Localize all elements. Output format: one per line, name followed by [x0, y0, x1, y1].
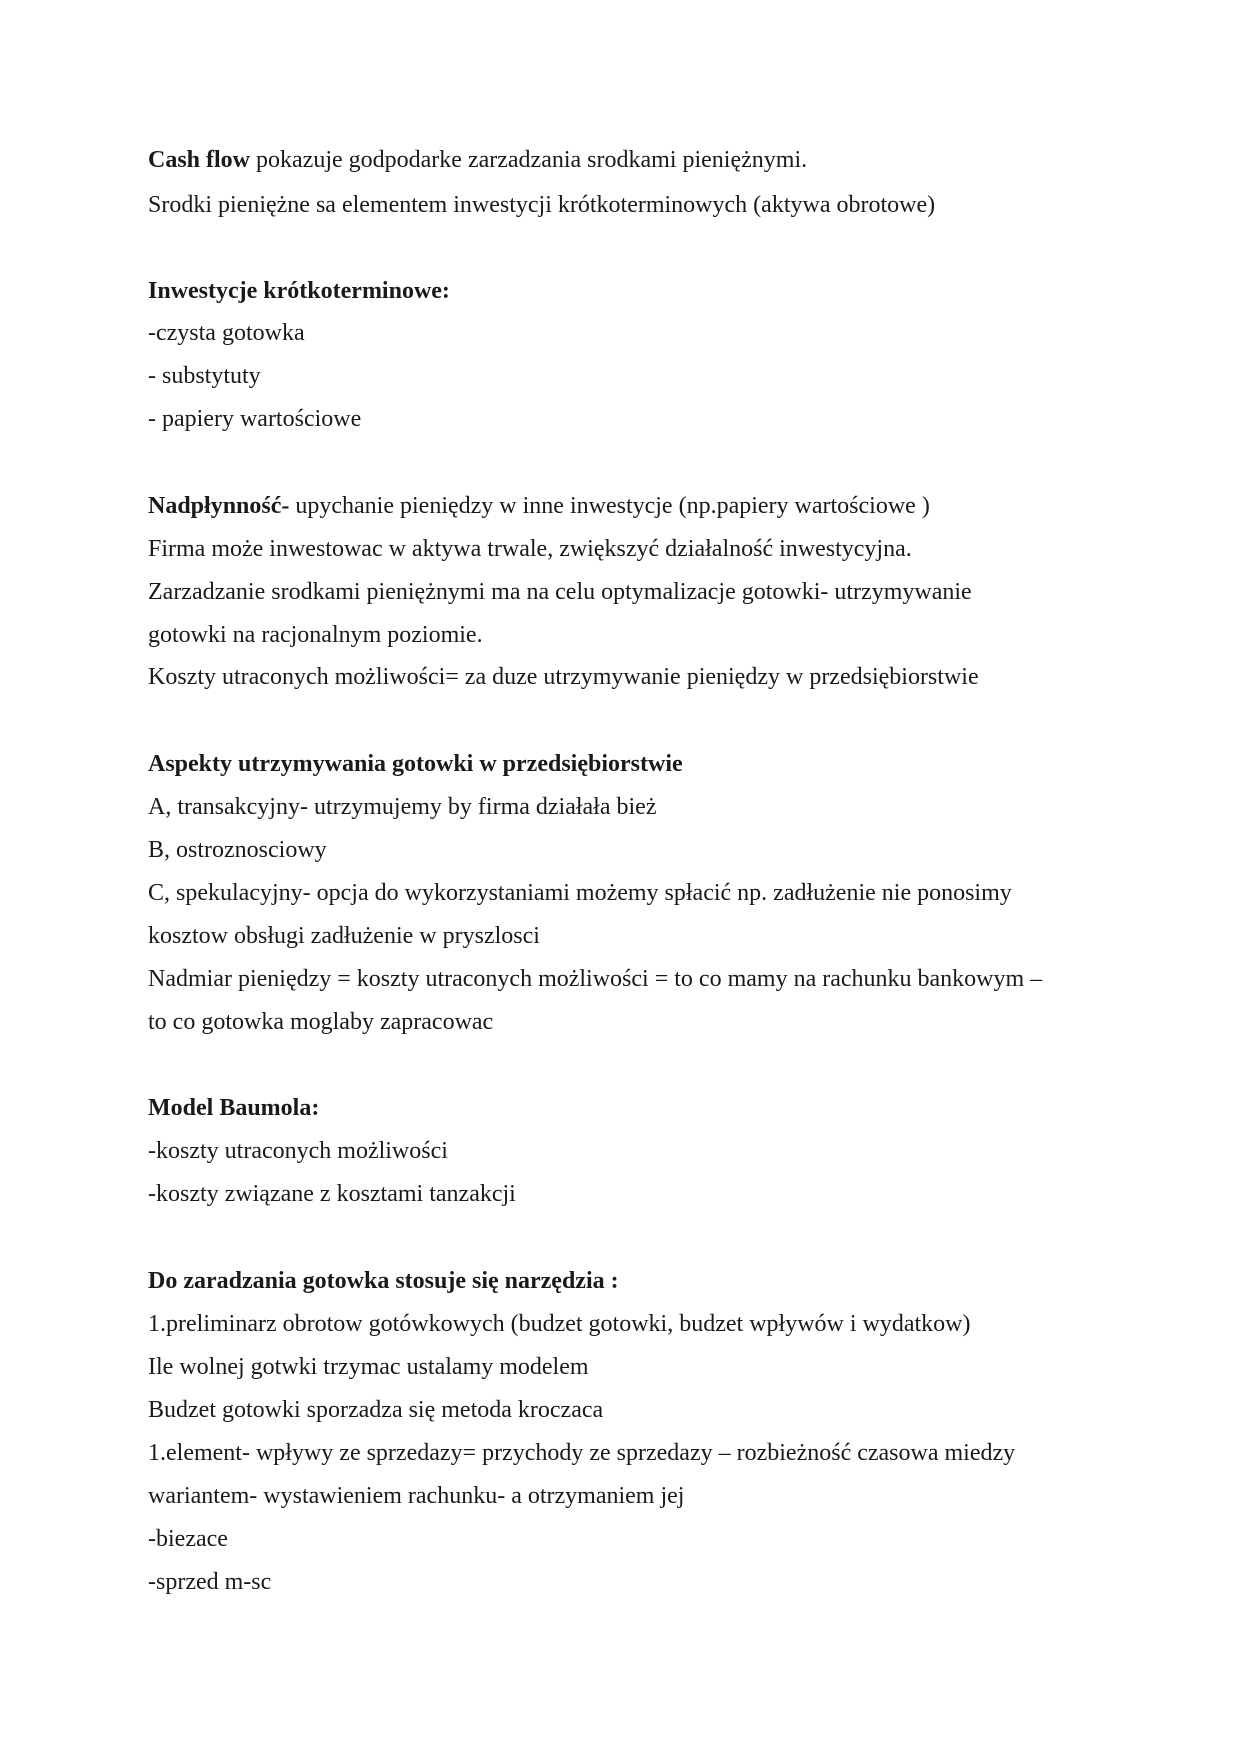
paragraph-line: Budzet gotowki sporzadza się metoda kroczaca: [148, 1397, 604, 1423]
paragraph-line: kosztow obsługi zadłużenie w pryszlosci: [148, 923, 540, 949]
section-heading-aspekty: Aspekty utrzymywania gotowki w przedsiębiorstwie: [148, 751, 683, 777]
srodki-line: Srodki pieniężne sa elementem inwestycji krótkoterminowych (aktywa obrotowe): [148, 192, 936, 218]
paragraph-line: Zarzadzanie srodkami pieniężnymi ma na celu optymalizacje gotowki- utrzymywanie: [148, 579, 972, 605]
paragraph-line: 1.preliminarz obrotow gotówkowych (budzet gotowki, budzet wpływów i wydatkow): [148, 1311, 971, 1337]
paragraph-line: Nadmiar pieniędzy = koszty utraconych możliwości = to co mamy na rachunku bankowym –: [148, 966, 1043, 992]
paragraph-line: Koszty utraconych możliwości= za duze utrzymywanie pieniędzy w przedsiębiorstwie: [148, 664, 979, 690]
list-item: -czysta gotowka: [148, 320, 305, 346]
paragraph-line: Ile wolnej gotwki trzymac ustalamy modelem: [148, 1354, 589, 1380]
section-heading-inwestycje: Inwestycje krótkoterminowe:: [148, 278, 450, 304]
list-item: -koszty utraconych możliwości: [148, 1138, 448, 1164]
nadplynnosc-term: Nadpłynność-: [148, 493, 290, 519]
paragraph-line: wariantem- wystawieniem rachunku- a otrzymaniem jej: [148, 1483, 685, 1509]
nadplynnosc-line: [148, 491, 930, 521]
paragraph-line: A, transakcyjny- utrzymujemy by firma działała bież: [148, 794, 657, 820]
section-heading-narzedzia: Do zaradzania gotowka stosuje się narzędzia :: [148, 1268, 619, 1294]
paragraph-line: 1.element- wpływy ze sprzedazy= przychody ze sprzedazy – rozbieżność czasowa miedzy: [148, 1440, 1016, 1466]
cash-flow-definition: pokazuje godpodarke zarzadzania srodkami pieniężnymi.: [250, 147, 808, 173]
section-heading-baumol: Model Baumola:: [148, 1095, 320, 1121]
list-item: - papiery wartościowe: [148, 406, 362, 432]
paragraph-line: B, ostroznosciowy: [148, 837, 327, 863]
list-item: - substytuty: [148, 363, 261, 389]
list-item: -biezace: [148, 1526, 228, 1552]
paragraph-line: gotowki na racjonalnym poziomie.: [148, 622, 483, 648]
paragraph-line: Firma może inwestowac w aktywa trwale, zwiększyć działalność inwestycyjna.: [148, 536, 912, 562]
cash-flow-line: [148, 145, 807, 175]
paragraph-line: to co gotowka moglaby zapracowac: [148, 1009, 494, 1035]
cash-flow-term: Cash flow: [148, 147, 251, 173]
nadplynnosc-definition: upychanie pieniędzy w inne inwestycje (np.papiery wartościowe ): [289, 493, 930, 519]
paragraph-line: C, spekulacyjny- opcja do wykorzystaniami możemy spłacić np. zadłużenie nie ponosimy: [148, 880, 1012, 906]
list-item: -koszty związane z kosztami tanzakcji: [148, 1181, 516, 1207]
list-item: -sprzed m-sc: [148, 1569, 272, 1595]
